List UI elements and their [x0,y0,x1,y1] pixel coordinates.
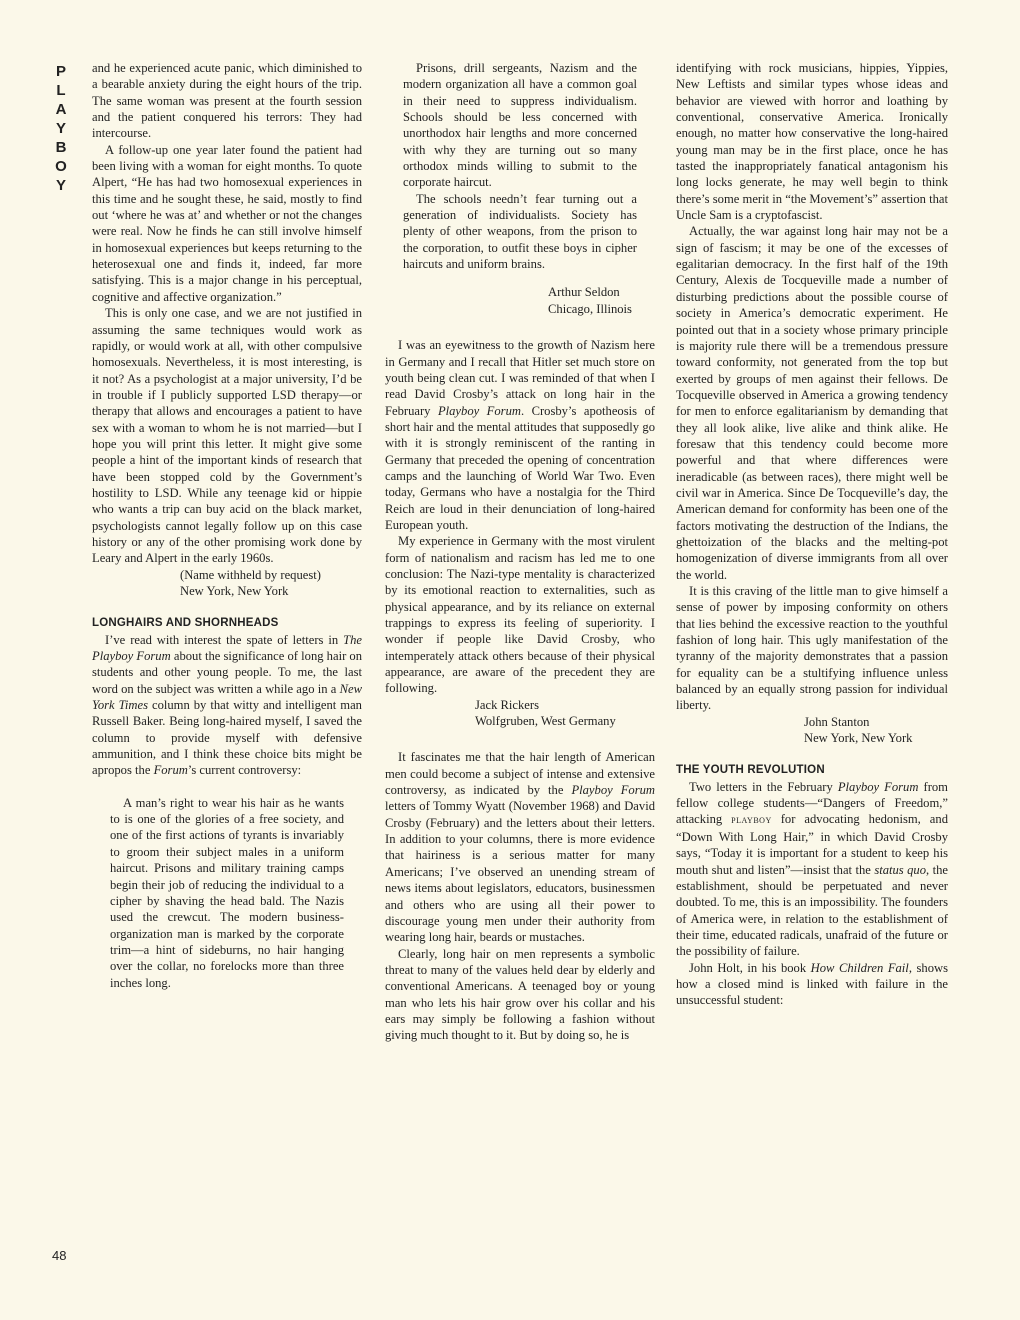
paragraph: This is only one case, and we are not justified in assuming the same techniques would work as rapidly, or would work at all, with other compulsive homosexuals. Nevertheless, it is most interesting, is it not? As a psychologist at a major university, I’d be in trouble if I publicly supported LSD therapy—or therapy that allows and encourages a patient to have sex with a woman to whom he is not married—but I hope you will print this letter. It might give some people a hint of the important kinds of research that have been stopped cold by the Government’s hostility to LSD. While any teenage kid or hippie who wants a trip can buy acid on the black market, psychologists cannot legally follow up on this case history or any of the other promising work done by Leary and Alpert in the early 1960s. [92,306,362,566]
paragraph: Two letters in the February Playboy Forum from fellow college students—“Dangers of Freedom,” attacking playboy for advocating hedonism, and “Down With Long Hair,” in which David Crosby says, “Today it is important for a student to keep his mouth shut and listen”—insist that the status quo, the establishment, should be perpetuated and never doubted. To me, this is an impossibility. The founders of America were, in relation to the establishment of their time, educated radicals, unafraid of the future or the possibility of failure. [676,779,948,959]
title-letter: L [56,82,66,99]
section-heading: THE YOUTH REVOLUTION [676,764,825,777]
title-letter: B [55,139,67,156]
paragraph: It fascinates me that the hair length of American men could become a subject of intense and extensive controversy, as indicated by the Playboy Forum letters of Tommy Wyatt (November 1968) and David Crosby (February) and the letters about their letters. In addition to your columns, there is more evidence that hairiness is a serious matter for many Americans; I’ve observed an unending stream of news items about legislators, educators, businessmen and others who are using all their power to discourage young men under their authority from wearing long hair, beards or mustaches. [385,750,655,945]
signature [548,284,655,317]
title-letter: A [55,101,67,118]
paragraph: John Holt, in his book How Children Fail, shows how a closed mind is linked with failure in the unsuccessful student: [676,960,948,1008]
signature-place: New York, New York [804,731,913,746]
quote-paragraph: Prisons, drill sergeants, Nazism and the modern organization all have a common goal in their need to suppress individualism. Schools should be less concerned with unorthodox hair lengths and more concerned with why they are turning out so many orthodox minds willing to submit to the corporate haircut. [403,61,637,190]
title-letter: Y [55,177,66,194]
signature-name: (Name withheld by request) [180,567,321,582]
quote-paragraph: A man’s right to wear his hair as he wants to is one of the glories of a free society, and one of the first actions of tyrants is invariably to groom their subject males in a uniform haircut. Prisons and military training camps begin their job of reducing the individual to a cipher by shaving the head bald. The Nazis used the crewcut. The modern business-organization man is marked by the corporate trim—a hint of sideburns, no hair hanging over the collar, no forelocks more than three inches long. [110,795,344,990]
magazine-title-vertical [50,62,72,195]
quote-paragraph: The schools needn’t fear turning out a generation of individualists. Society has plenty of other weapons, from the prison to the corporation, to outfit these boys in cipher haircuts and uniform brains. [403,191,637,272]
signature-place: Wolfgruben, West Germany [475,714,616,729]
block-quote [110,795,344,991]
paragraph: Clearly, long hair on men represents a symbolic threat to many of the values held dear by elderly and conventional Americans. A teenaged boy or young man who lets his hair grow over his collar and his ears may simply be following a fashion without giving much thought to it. But by doing so, he is [385,946,655,1043]
paragraph: and he experienced acute panic, which diminished to a bearable anxiety during the eight hours of the trip. The same woman was present at the fourth session and the patient conquered his terrors: They had intercourse. [92,61,362,141]
signature [180,567,362,600]
page-number: 48 [52,1248,67,1263]
column-3 [676,60,948,1009]
block-quote [403,60,637,272]
title-letter: P [55,63,66,80]
paragraph: I’ve read with interest the spate of letters in The Playboy Forum about the significance of long hair on students and other young people. To me, the last word on the subject was written a while ago in a New York Times column by that witty and intelligent man Russell Baker. Being long-haired myself, I saved the column to provide myself with defensive ammunition, and I think these choice bits might be apropos the Forum’s current controversy: [92,632,363,778]
paragraph: A follow-up one year later found the patient had been living with a woman for eight months. To quote Alpert, “He has had two homosexual experiences in this time and he sought these, he said, mostly to find out ‘where he was at’ and whether or not the changes were real. Now he finds he can still involve himself in homosexual experiences but keeps returning to the heterosexual one and finds it, indeed, far more satisfying. This is a major change in his perceptual, cognitive and affective organization.” [92,142,362,304]
title-letter: Y [55,120,66,137]
signature-name: John Stanton [804,714,870,729]
section-heading: LONGHAIRS AND SHORNHEADS [92,617,279,630]
signature-place: New York, New York [180,584,289,598]
column-1 [92,60,362,991]
paragraph: Actually, the war against long hair may not be a sign of fascism; it may be one of the excesses of egalitarian democracy. In the first half of the 19th Century, Alexis de Tocqueville made a number of disturbing predictions about the possible course of society in America’s democratic experiment. He pointed out that in a society whose primary principle is majority rule there will be a tremendous pressure toward conformity, not generated from the top but exerted by groups of men against their fellows. De Tocqueville observed in America a growing tendency for men to enforce egalitarianism by demanding that they all look alike, live alike and think alike. He foresaw that this tendency could become more powerful and that where differences were ineradicable (as between races), there might well be civil war in America. Since De Tocqueville’s day, the American demand for conformity has been one of the factors motivating the destruction of the Indians, the ghettoization of the blacks and the melting-pot homogenization of diverse immigrants from all over the world. [676,224,948,582]
paragraph: I was an eyewitness to the growth of Nazism here in Germany and I recall that Hitler set much store on youth being clean cut. I was reminded of that when I read David Crosby’s attack on long hair in the February Playboy Forum. Crosby’s apotheosis of short hair and the mental attitudes that supposedly go with it is strongly reminiscent of the ranting in Germany that preceded the opening of concentration camps and the launching of World War Two. Even today, Germans who have a nostalgia for the Third Reich are loud in their denunciation of long-haired European youth. [385,338,655,532]
paragraph: My experience in Germany with the most virulent form of nationalism and racism has led me to one conclusion: The Nazi-type mentality is characterized by its emotional reaction to externalities, such as physical appearance, and by its reliance on external trappings to express its feeling of superiority. I wonder if people like David Crosby, who intemperately attack others because of their physical appearance, are aware of the precedent they are following. [385,534,655,696]
title-letter: O [55,158,67,175]
signature [475,697,655,730]
signature-name: Arthur Seldon [548,285,620,300]
signature-place: Chicago, Illinois [548,301,632,316]
signature [804,714,948,747]
column-2 [385,60,655,1044]
paragraph: identifying with rock musicians, hippies, Yippies, New Leftists and similar types whose ideas and behavior are viewed with horror and loathing by conventional, conservative America. Ironically enough, no matter how conservative the long-haired young man may be in the first place, once he has tasted the inappropriately fanatical antagonism his long locks generate, he may well begin to think there’s some merit in “the Movement’s” assertion that Uncle Sam is a cryptofascist. [676,61,948,223]
signature-name: Jack Rickers [475,697,539,712]
paragraph: It is this craving of the little man to give himself a sense of power by imposing conformity on others that lies behind the excessive reaction to the youthful fashion of long hair. This ugly manifestation of the tyranny of the majority demonstrates that a passion for equality can be a stultifying influence unless balanced by an equally strong passion for individual liberty. [676,584,948,713]
